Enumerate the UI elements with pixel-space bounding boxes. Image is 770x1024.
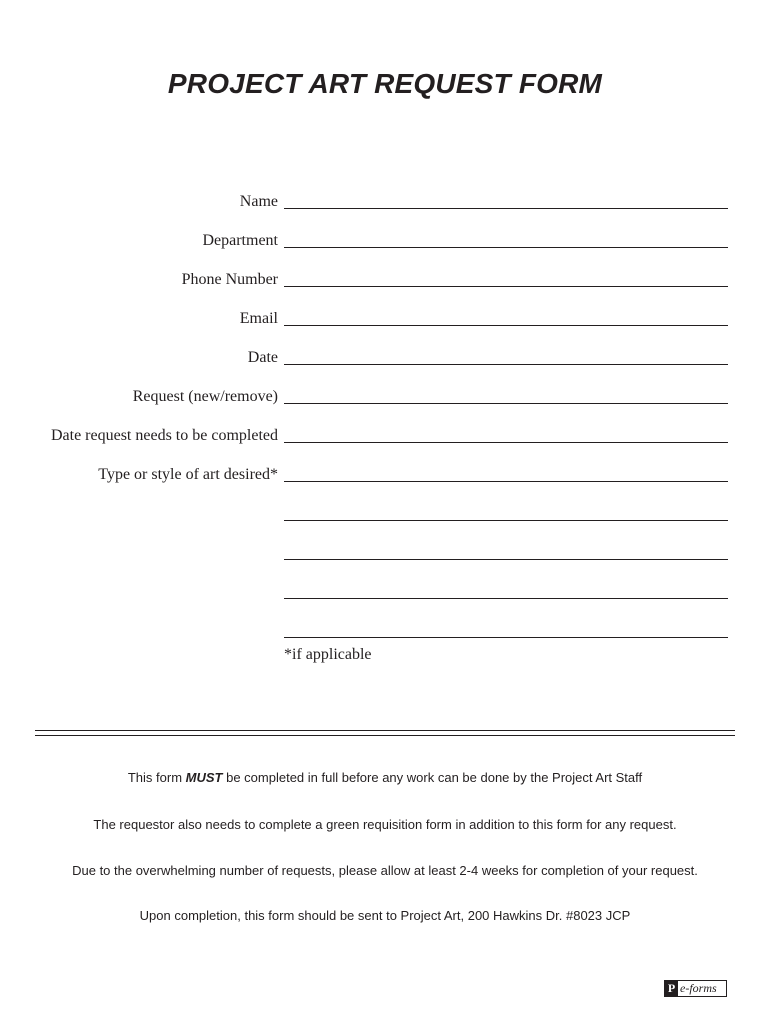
department-row (0, 231, 770, 255)
info-must-emphasis: MUST (185, 770, 223, 785)
footnote: *if applicable (284, 646, 372, 663)
art-style-extra-line[interactable] (284, 637, 728, 638)
name-label: Name (239, 193, 278, 210)
art-style-extra-line[interactable] (284, 520, 728, 521)
art-style-extra-row (0, 582, 770, 606)
info-must-prefix: This form (127, 770, 186, 785)
request-label: Request (new/remove) (132, 388, 278, 405)
info-must-complete (0, 770, 770, 785)
art-style-extra-line[interactable] (284, 598, 728, 599)
info-must-suffix: be completed in full before any work can be done by the Project Art Staff (222, 770, 643, 785)
eforms-logo-text: e-forms (680, 981, 717, 995)
date-label: Date (247, 349, 278, 366)
email-label: Email (239, 310, 278, 327)
eforms-logo (664, 980, 727, 997)
phone-number-row (0, 270, 770, 294)
department-field[interactable] (284, 247, 728, 248)
phone-number-label: Phone Number (181, 271, 278, 288)
name-row (0, 192, 770, 216)
date-row (0, 348, 770, 372)
completion-date-row (0, 426, 770, 450)
form-title: PROJECT ART REQUEST FORM (167, 68, 603, 99)
eforms-logo-mark: P (665, 981, 678, 996)
art-style-extra-line[interactable] (284, 559, 728, 560)
art-style-extra-row (0, 504, 770, 528)
request-field[interactable] (284, 403, 728, 404)
phone-number-field[interactable] (284, 286, 728, 287)
info-turnaround: Due to the overwhelming number of requests, please allow at least 2-4 weeks for completion of your request. (72, 863, 698, 878)
info-send-to: Upon completion, this form should be sent to Project Art, 200 Hawkins Dr. #8023 JCP (139, 908, 631, 923)
art-style-label: Type or style of art desired* (98, 466, 278, 483)
department-label: Department (202, 232, 278, 249)
divider-top (35, 730, 735, 731)
art-style-extra-row (0, 543, 770, 567)
art-style-field[interactable] (284, 481, 728, 482)
request-row (0, 387, 770, 411)
date-field[interactable] (284, 364, 728, 365)
email-field[interactable] (284, 325, 728, 326)
divider-bottom (35, 735, 735, 736)
art-style-row (0, 465, 770, 489)
name-field[interactable] (284, 208, 728, 209)
art-style-extra-row (0, 621, 770, 645)
completion-date-field[interactable] (284, 442, 728, 443)
info-requisition: The requestor also needs to complete a green requisition form in addition to this form for any request. (93, 817, 677, 832)
email-row (0, 309, 770, 333)
completion-date-label: Date request needs to be completed (50, 427, 278, 444)
